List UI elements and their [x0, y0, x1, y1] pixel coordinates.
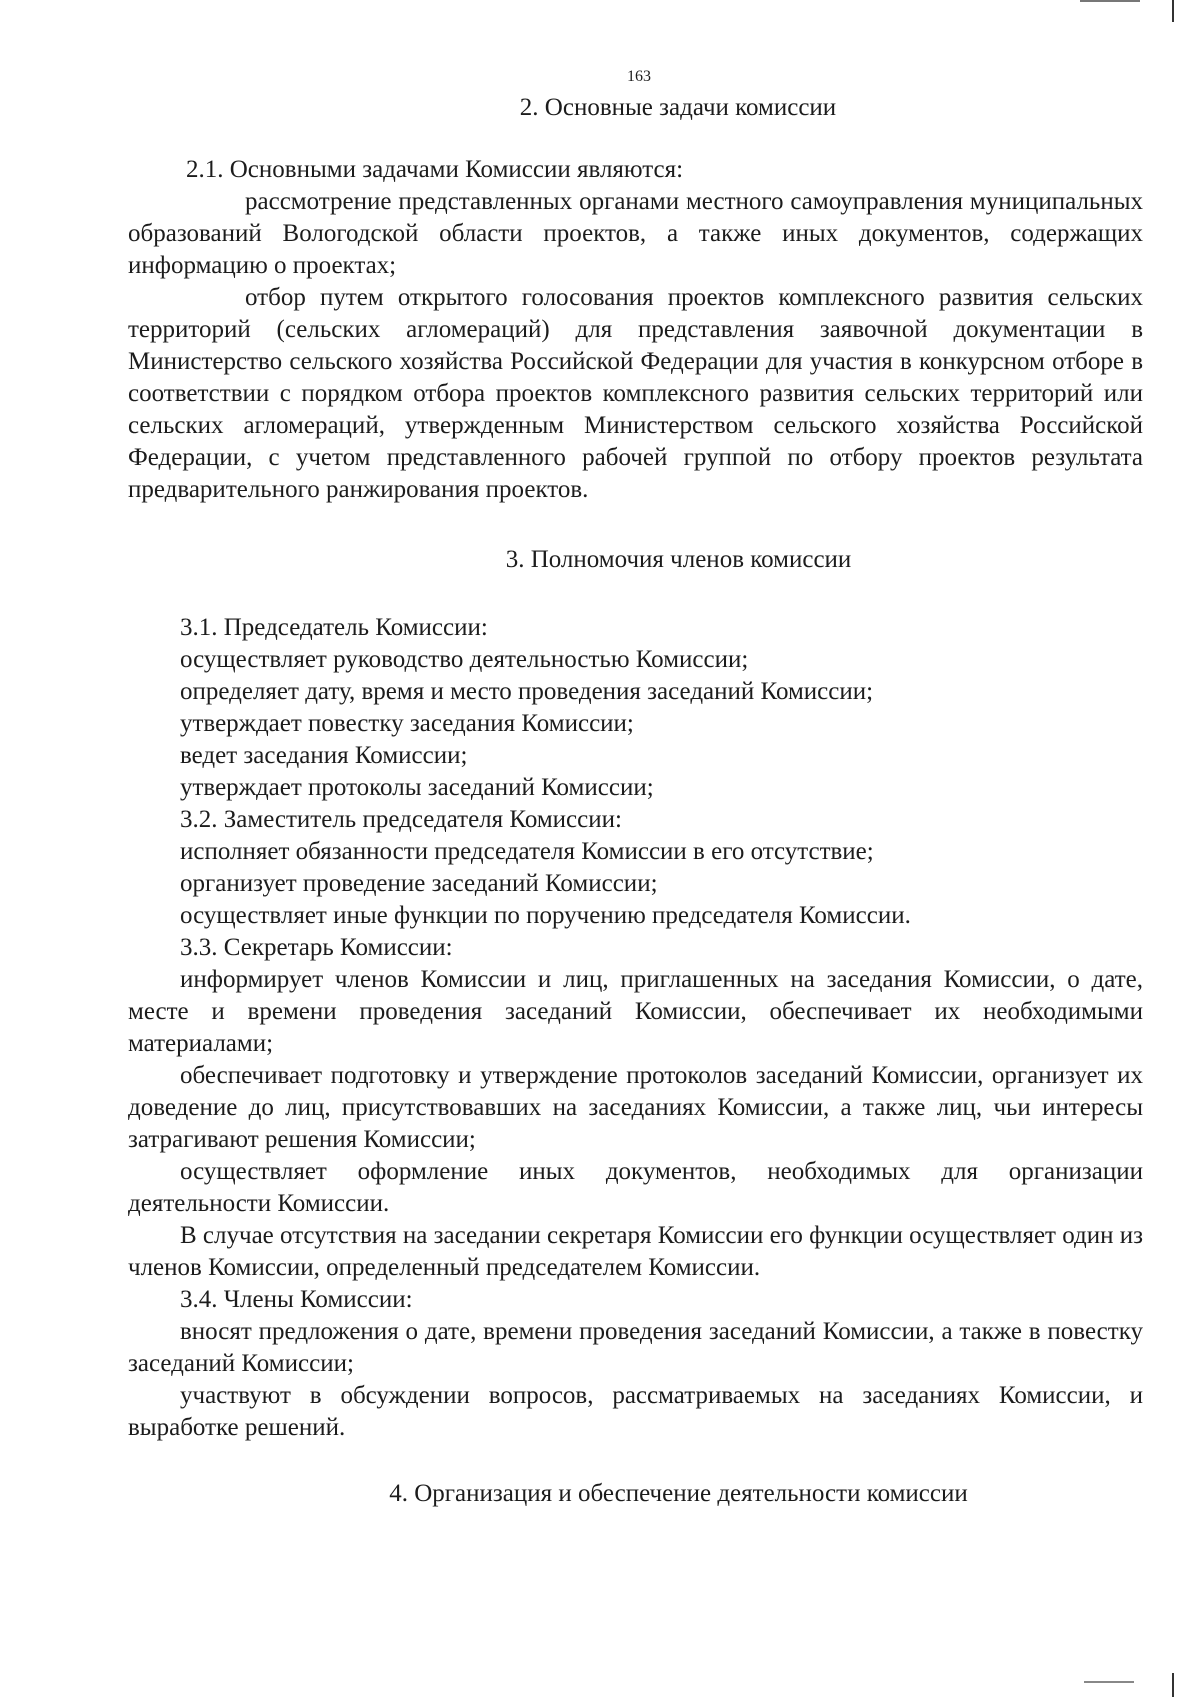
- deputy-duty: осуществляет иные функции по поручению председателя Комиссии.: [180, 902, 911, 929]
- page-number: 163: [627, 68, 651, 85]
- secretary-duty: информирует членов Комиссии и лиц, приглашенных на заседания Комиссии, о дате, месте и времени проведения заседаний Комиссии, обеспечивает их необходимыми материалами;: [128, 966, 1143, 1057]
- chair-duty: осуществляет руководство деятельностью Комиссии;: [180, 646, 749, 673]
- chair-duty: ведет заседания Комиссии;: [180, 742, 468, 769]
- members-heading: 3.4. Члены Комиссии:: [180, 1286, 413, 1313]
- scan-edge-mark: [1080, 0, 1140, 2]
- chair-duty: определяет дату, время и место проведения заседаний Комиссии;: [180, 678, 874, 705]
- secretary-duty: обеспечивает подготовку и утверждение протоколов заседаний Комиссии, организует их доведение до лиц, присутствовавших на заседаниях Комиссии, а также лиц, чьи интересы затрагивают решения Комиссии;: [128, 1062, 1143, 1153]
- section-2-item: рассмотрение представленных органами местного самоуправления муниципальных образований Вологодской области проектов, а также иных документов, содержащих информацию о проектах;: [128, 188, 1143, 279]
- deputy-duty: организует проведение заседаний Комиссии;: [180, 870, 658, 897]
- document-body: [128, 88, 1143, 1510]
- section-2-item: отбор путем открытого голосования проектов комплексного развития сельских территорий (сельских агломераций) для представления заявочной документации в Министерство сельского хозяйства Российской Федерации для участия в конкурсном отборе в соответствии с порядком отбора проектов комплексного развития сельских территорий или сельских агломераций, утвержденным Министерством сельского хозяйства Российской Федерации, с учетом представленного рабочей группой по отбору проектов результата предварительного ранжирования проектов.: [128, 284, 1143, 503]
- members-duty: вносят предложения о дате, времени проведения заседаний Комиссии, а также в повестку заседаний Комиссии;: [128, 1318, 1143, 1377]
- scan-edge-mark: [1172, 1673, 1174, 1697]
- section-3-title: 3. Полномочия членов комиссии: [505, 546, 852, 573]
- section-4-title: 4. Организация и обеспечение деятельности комиссии: [389, 1480, 968, 1507]
- scan-edge-mark: [1084, 1681, 1134, 1683]
- chair-duty: утверждает протоколы заседаний Комиссии;: [180, 774, 654, 801]
- section-2-intro: 2.1. Основными задачами Комиссии являются:: [186, 156, 684, 183]
- chair-heading: 3.1. Председатель Комиссии:: [180, 614, 488, 641]
- scan-edge-mark: [1172, 0, 1174, 22]
- secretary-duty: осуществляет оформление иных документов, необходимых для организации деятельности Комиссии.: [128, 1158, 1143, 1217]
- deputy-duty: исполняет обязанности председателя Комиссии в его отсутствие;: [180, 838, 874, 865]
- secretary-heading: 3.3. Секретарь Комиссии:: [180, 934, 453, 961]
- deputy-heading: 3.2. Заместитель председателя Комиссии:: [180, 806, 622, 833]
- section-2-title: 2. Основные задачи комиссии: [519, 94, 837, 121]
- members-duty: участвуют в обсуждении вопросов, рассматриваемых на заседаниях Комиссии, и выработке решений.: [128, 1382, 1143, 1441]
- secretary-note: В случае отсутствия на заседании секретаря Комиссии его функции осуществляет один из членов Комиссии, определенный председателем Комиссии.: [128, 1222, 1143, 1281]
- chair-duty: утверждает повестку заседания Комиссии;: [180, 710, 634, 737]
